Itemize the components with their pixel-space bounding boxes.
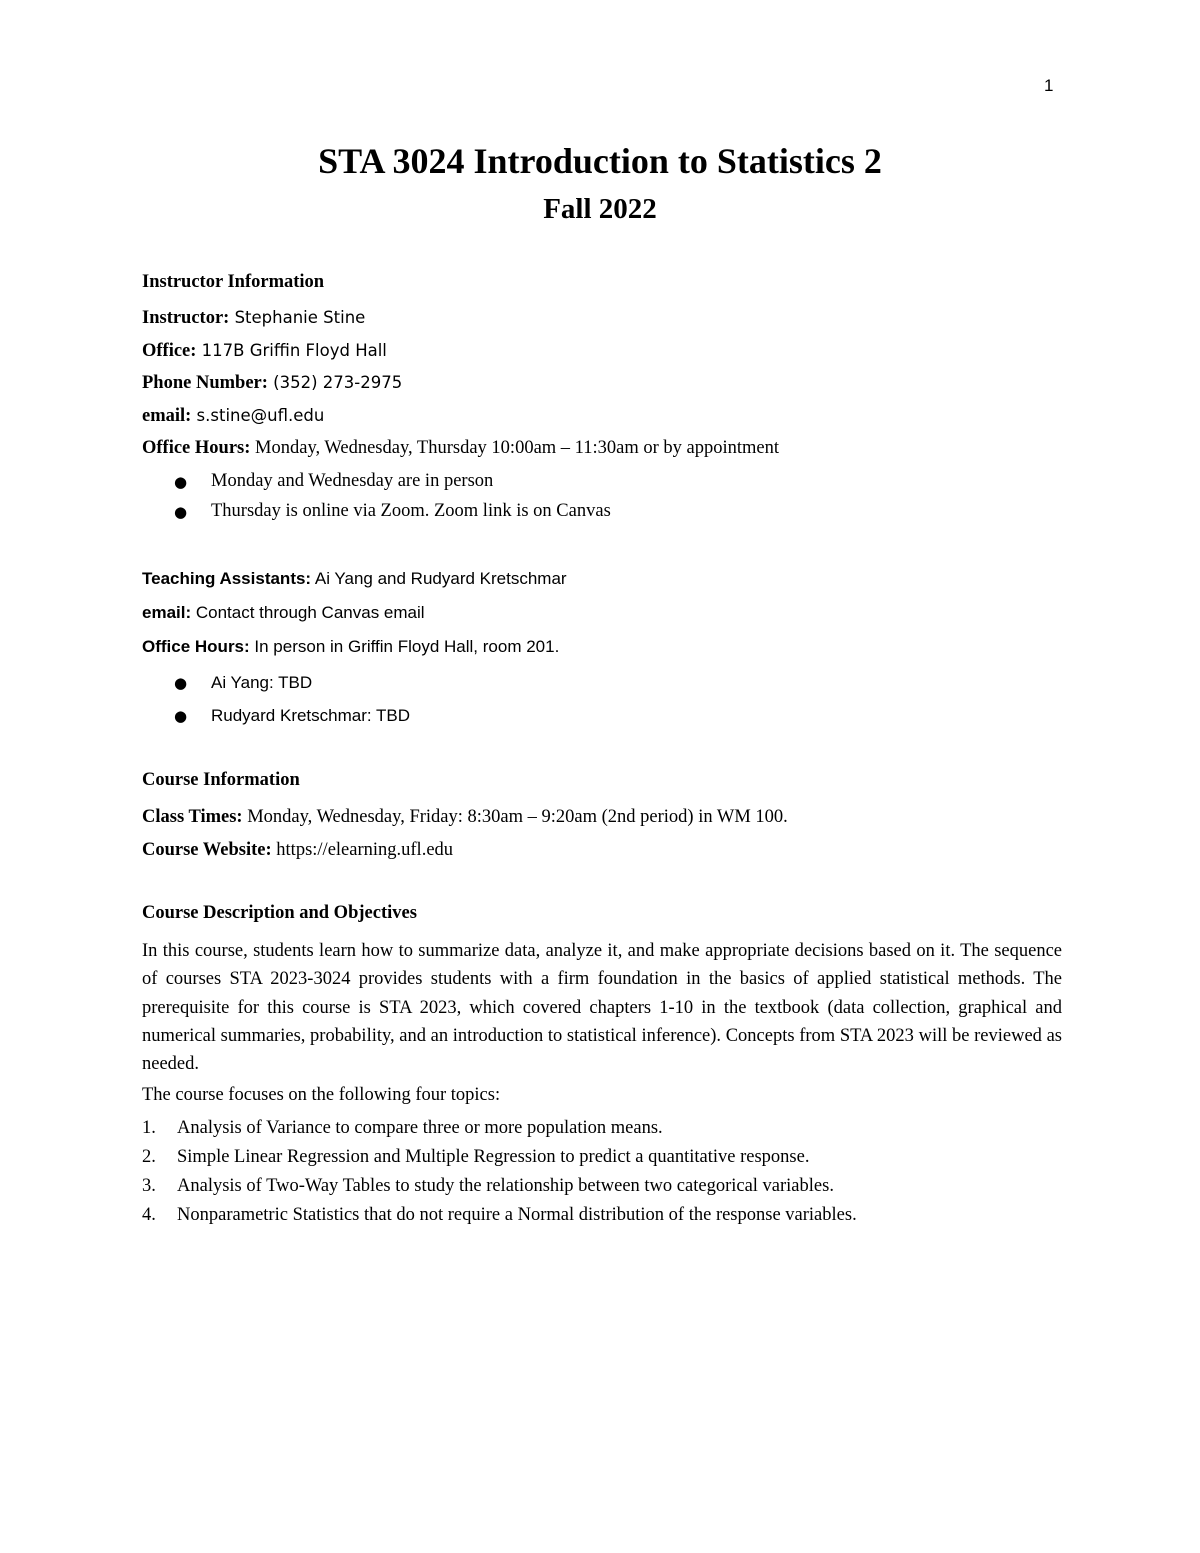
topic-item: Analysis of Variance to compare three or more population means. [177, 1118, 663, 1138]
email-row [142, 406, 324, 427]
field-label: email: [142, 603, 192, 622]
field-value: (352) 273-2975 [267, 373, 403, 392]
topic-item: Nonparametric Statistics that do not require a Normal distribution of the response variables. [177, 1205, 857, 1225]
field-label: Class Times: [142, 807, 243, 827]
document-title: STA 3024 Introduction to Statistics 2 [318, 141, 882, 181]
phone-row [142, 373, 402, 394]
field-label: Teaching Assistants: [142, 569, 312, 588]
course-website-row [142, 840, 453, 861]
field-label: Office: [142, 341, 197, 361]
field-value: s.stine@ufl.edu [191, 406, 325, 425]
field-value: In person in Griffin Floyd Hall, room 201. [249, 637, 560, 656]
field-label: Phone Number: [142, 373, 268, 393]
bullet-icon: ● [174, 707, 188, 725]
list-item: Ai Yang: TBD [211, 673, 313, 692]
field-value: Monday, Wednesday, Friday: 8:30am – 9:20am (2nd period) in WM 100. [242, 807, 788, 827]
field-label: Office Hours: [142, 637, 250, 656]
field-value: Contact through Canvas email [191, 603, 425, 622]
description-paragraph: In this course, students learn how to summarize data, analyze it, and make appropriate decisions based on it. The sequence of courses STA 2023-3024 provides students with a firm foundation in the basics of applied statistical methods. The prerequisite for this course is STA 2023, which covered chapters 1-10 in the textbook (data collection, graphical and numerical summaries, probability, and an introduction to statistical inference). Concepts from STA 2023 will be reviewed as needed. [142, 941, 1062, 1075]
topics-intro: The course focuses on the following four topics: [142, 1085, 501, 1105]
document-subtitle: Fall 2022 [543, 193, 657, 225]
page-number: 1 [1044, 76, 1054, 95]
course-website-link[interactable]: https://elearning.ufl.edu [271, 840, 454, 860]
bullet-icon: ● [174, 503, 188, 521]
field-value: Monday, Wednesday, Thursday 10:00am – 11:30am or by appointment [250, 438, 779, 458]
instructor-name-row [142, 308, 365, 329]
instructor-heading: Instructor Information [142, 272, 325, 292]
office-hours-row [142, 438, 779, 459]
bullet-icon: ● [174, 674, 188, 692]
office-row [142, 341, 387, 362]
topic-number: 4. [142, 1205, 156, 1225]
topic-item: Analysis of Two-Way Tables to study the relationship between two categorical variables. [177, 1176, 834, 1196]
ta-office-hours-row [142, 637, 559, 658]
ta-email-row [142, 603, 425, 624]
topic-number: 2. [142, 1147, 156, 1167]
field-value: 117B Griffin Floyd Hall [196, 341, 387, 360]
topic-number: 1. [142, 1118, 156, 1138]
topic-item: Simple Linear Regression and Multiple Regression to predict a quantitative response. [177, 1147, 810, 1167]
field-value: Ai Yang and Rudyard Kretschmar [311, 569, 567, 588]
field-label: Instructor: [142, 308, 230, 328]
topic-number: 3. [142, 1176, 156, 1196]
field-label: Course Website: [142, 840, 272, 860]
list-item: Thursday is online via Zoom. Zoom link is on Canvas [211, 501, 611, 521]
ta-row [142, 569, 567, 590]
list-item: Monday and Wednesday are in person [211, 471, 494, 491]
field-label: email: [142, 406, 192, 426]
description-heading: Course Description and Objectives [142, 903, 417, 923]
course-info-heading: Course Information [142, 770, 300, 790]
class-times-row [142, 807, 788, 828]
list-item: Rudyard Kretschmar: TBD [211, 706, 411, 725]
field-label: Office Hours: [142, 438, 251, 458]
bullet-icon: ● [174, 473, 188, 491]
field-value: Stephanie Stine [229, 308, 366, 327]
